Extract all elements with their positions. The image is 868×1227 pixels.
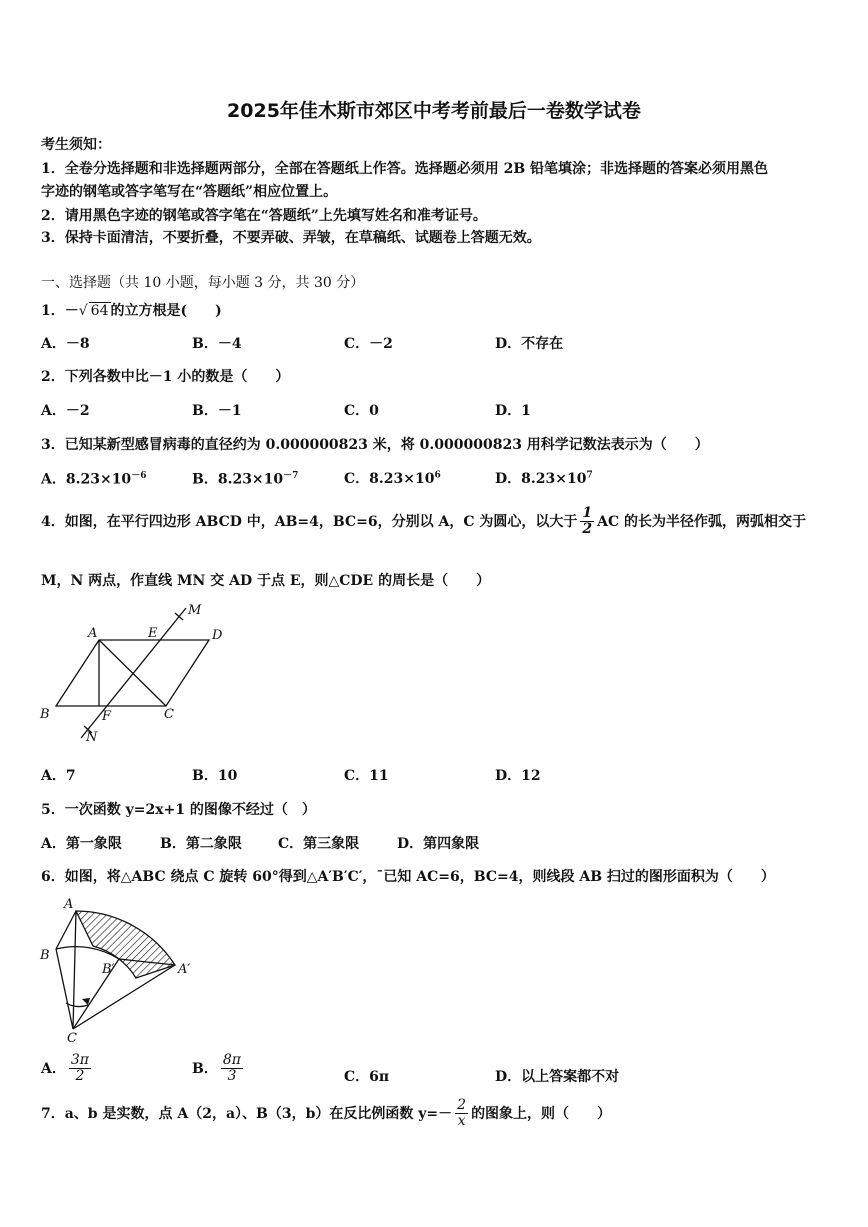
question-2: 2．下列各数中比－1 小的数是（ ） [41, 369, 290, 385]
notice-item-1-cont: 字迹的钢笔或答字笔写在“答题纸”相应位置上。 [41, 184, 338, 200]
q3-option-c: C．$8.23\times 10^6$ [344, 470, 441, 487]
question-5: 5．一次函数 y=2x+1 的图像不经过（ ） [41, 802, 316, 818]
question-1 [41, 300, 222, 320]
diagonal-ac [99, 640, 166, 706]
q1-radicand: 64 [90, 303, 109, 319]
label-f: F [102, 709, 112, 724]
q2-option-d: D．1 [495, 403, 531, 419]
q6-option-b: B． $\frac{8\pi}{3}$ [192, 1052, 241, 1085]
q4-option-b: B．10 [192, 768, 238, 784]
label-n: N [86, 730, 98, 745]
segment-bc [56, 949, 73, 1029]
q4-stem-b: AC 的长为半径作弧，两弧相交于 [597, 513, 806, 530]
q3-option-a: A．$8.23\times 10^{-6}$ [41, 471, 147, 488]
label-b-prime: B′ [102, 962, 115, 977]
segment-ab [56, 911, 76, 949]
q5-option-a: A．第一象限 [41, 836, 122, 852]
question-7: 7．a、b 是实数，点 A（2，a）、B（3，b）在反比例函数 y=－ $\frac{2}{x}$ 的图象上，则（ ） [41, 1097, 612, 1130]
label-c: C [67, 1031, 77, 1043]
notice-item-1: 1．全卷分选择题和非选择题两部分，全部在答题纸上作答。选择题必须用 2B 铅笔填涂；非选择题的答案必须用黑色 [41, 161, 769, 177]
q4-stem-a: 4．如图，在平行四边形 ABCD 中，AB=4，BC=6，分别以 A，C 为圆心，以大于 [41, 513, 578, 530]
q6-option-d: D．以上答案都不对 [495, 1069, 620, 1085]
q6-option-a: A． $\frac{3\pi}{2}$ [41, 1052, 89, 1085]
q1-option-a: A．－8 [41, 336, 90, 352]
q4-fraction: $\frac{1}{2}$ [582, 505, 593, 538]
q1-option-c: C．－2 [344, 336, 393, 352]
q1-option-b: B．－4 [192, 336, 242, 352]
swept-region [76, 911, 175, 978]
rotation-figure [36, 893, 206, 1043]
label-e: E [148, 626, 158, 641]
q1-prefix: 1．－ [41, 303, 79, 319]
q4-option-c: C．11 [344, 768, 389, 784]
q2-option-a: A．－2 [41, 403, 90, 419]
notice-heading: 考生须知： [41, 137, 111, 153]
q1-suffix: 的立方根是( ) [110, 303, 222, 319]
q3-option-b: B．$8.23\times 10^{-7}$ [192, 471, 299, 488]
q4-option-a: A．7 [41, 768, 76, 784]
q1-option-d: D．不存在 [495, 336, 564, 352]
label-b: B [40, 948, 50, 963]
q2-option-b: B．－1 [192, 403, 242, 419]
label-a-prime: A′ [178, 962, 191, 977]
q5-option-b: B．第二象限 [160, 836, 242, 852]
question-3: 3．已知某新型感冒病毒的直径约为 0.000000823 米，将 0.000000823 用科学记数法表示为（ ） [41, 437, 709, 453]
notice-item-3: 3．保持卡面清洁，不要折叠，不要弄破、弄皱，在草稿纸、试题卷上答题无效。 [41, 230, 541, 246]
sqrt-icon: √ [78, 303, 88, 319]
question-6: 6．如图，将△ABC 绕点 C 旋转 60°得到△A′B′C′，ˉ已知 AC=6，BC=4，则线段 AB 扫过的图形面积为（ ） [41, 869, 775, 885]
section-heading: 一、选择题（共 10 小题，每小题 3 分，共 30 分） [41, 275, 365, 291]
segment-a1c [73, 965, 175, 1029]
q2-option-c: C．0 [344, 403, 379, 419]
rotation-arrow [66, 1003, 88, 1007]
segment-ac [73, 911, 76, 1029]
question-4 [41, 506, 806, 538]
label-b: B [40, 707, 50, 722]
q5-option-c: C．第三象限 [278, 836, 360, 852]
q5-option-d: D．第四象限 [397, 836, 480, 852]
parallelogram-figure [36, 598, 236, 748]
q6-option-c: C．6π [344, 1069, 390, 1085]
label-c: C [164, 707, 174, 722]
label-m: M [188, 603, 202, 618]
q3-option-d: D．$8.23\times 10^7$ [495, 470, 593, 487]
page-title: 2025年佳木斯市郊区中考考前最后一卷数学试卷 [227, 100, 641, 122]
label-a: A [64, 897, 74, 912]
label-a: A [88, 626, 98, 641]
q4-option-d: D．12 [495, 768, 541, 784]
notice-item-2: 2．请用黑色字迹的钢笔或答字笔在“答题纸”上先填写姓名和准考证号。 [41, 208, 487, 224]
question-4-cont: M，N 两点，作直线 MN 交 AD 于点 E，则△CDE 的周长是（ ） [41, 573, 491, 589]
label-d: D [212, 628, 223, 643]
